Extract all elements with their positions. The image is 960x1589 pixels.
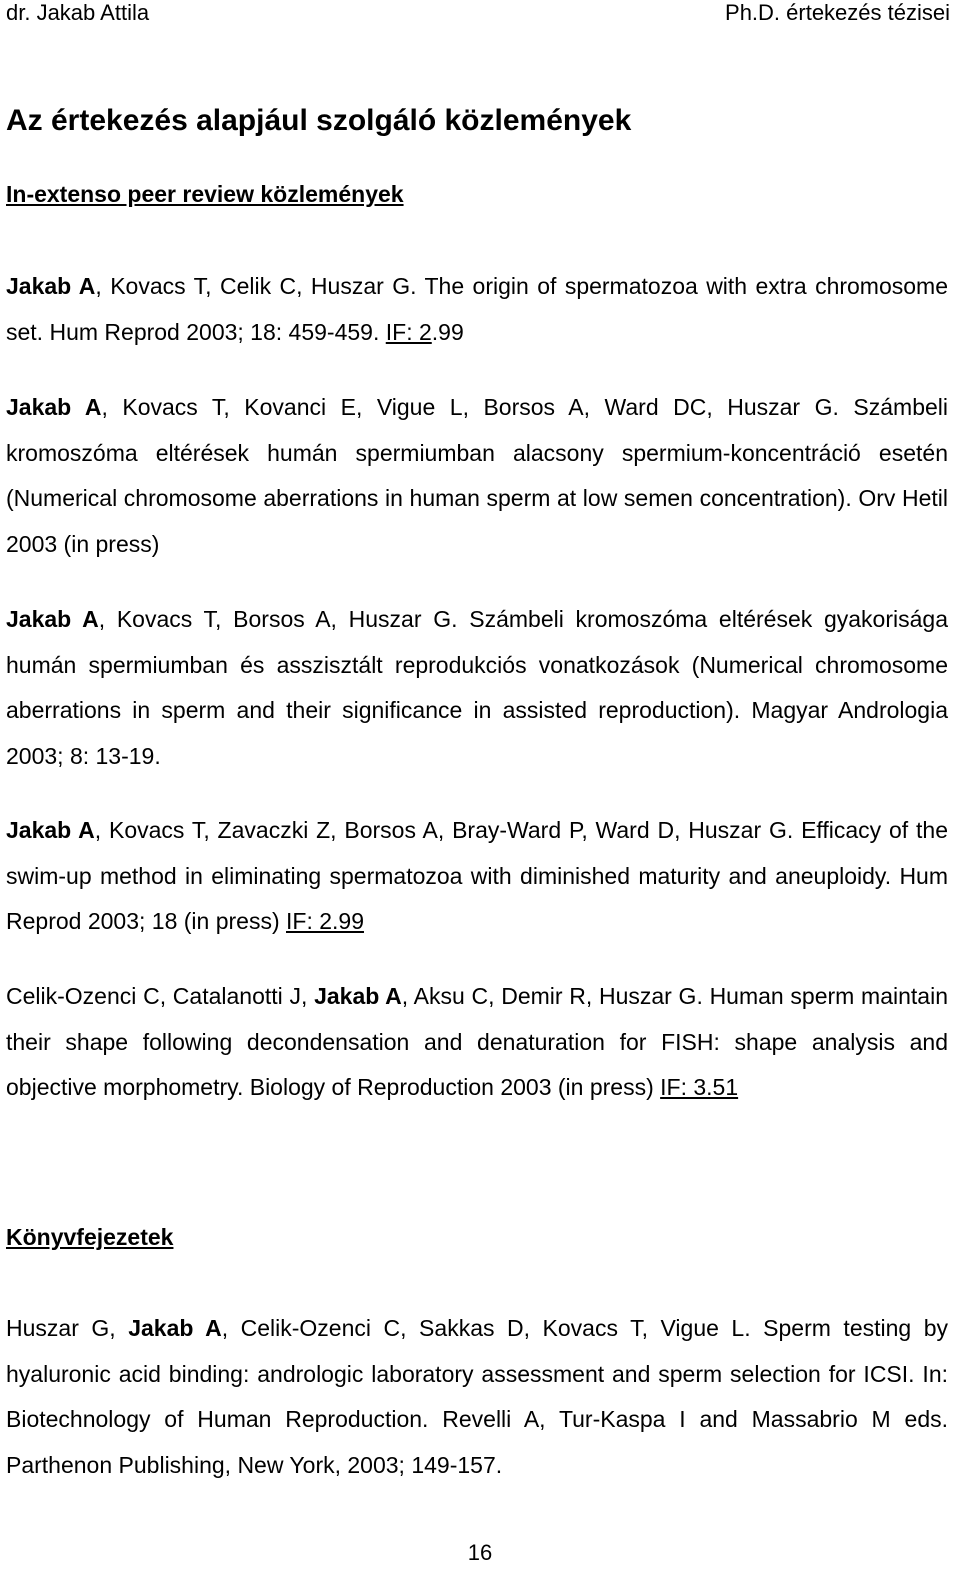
entry-text: Human sperm maintain their shape following decondensation and denaturation for FISH: shape analysis and objective morphometry. Biology of Reproduction 2003 (in press) [6, 983, 948, 1100]
entry-text: Sperm testing by hyaluronic acid binding: andrologic laboratory assessment and sperm selection for ICSI. In: Biotechnology of Human Reproduction. Revelli A, Tur-Kaspa I and Massabrio M eds. Parthenon Publishing, New York, 2003; 149-157. [6, 1315, 949, 1478]
page-title: Az értekezés alapjául szolgáló közlemények [6, 104, 632, 137]
entry-authors: , Kovacs T, Zavaczki Z, Borsos A, Bray-Ward P, Ward D, Huszar G. [94, 817, 794, 843]
entry-authors: , Celik-Ozenci C, Sakkas D, Kovacs T, Vigue L. [221, 1315, 751, 1341]
header-doc-type: Ph.D. értekezés tézisei [725, 0, 950, 25]
impact-factor-tail: .99 [431, 318, 464, 345]
publication-entry [6, 974, 948, 1111]
author-highlight: Jakab A [128, 1315, 222, 1341]
entry-authors: , Kovacs T, Celik C, Huszar G. [95, 273, 417, 299]
page-header [6, 0, 950, 30]
entry-text: Számbeli kromoszóma eltérések gyakorisága humán spermiumban és asszisztált reprodukciós vonatkozások (Numerical chromosome aberrations in sperm and their significance in assisted reproduction). Magyar Andrologia 2003; 8: 13-19. [6, 606, 948, 769]
author-highlight: Jakab A [6, 817, 95, 843]
author-highlight: Jakab A [314, 983, 402, 1009]
publication-entry [6, 264, 948, 355]
entry-text: Számbeli kromoszóma eltérések humán spermiumban alacsony spermium-koncentráció esetén (Numerical chromosome aberrations in human sperm at low semen concentration). Orv Hetil 2003 (in press) [6, 394, 948, 557]
publication-entry [6, 385, 948, 567]
publication-entry [6, 808, 948, 945]
header-author: dr. Jakab Attila [6, 0, 150, 25]
entry-authors: , Kovacs T, Borsos A, Huszar G. [98, 606, 458, 632]
entry-text: Efficacy of the swim-up method in eliminating spermatozoa with diminished maturity and aneuploidy. Hum Reprod 2003; 18 (in press) [6, 817, 948, 934]
impact-factor: IF: 2 [385, 318, 432, 345]
entry-authors: , Aksu C, Demir R, Huszar G. [401, 983, 703, 1009]
publication-entry [6, 1306, 948, 1488]
author-highlight: Jakab A [6, 394, 102, 420]
entry-authors: , Kovacs T, Kovanci E, Vigue L, Borsos A, Ward DC, Huszar G. [101, 394, 839, 420]
entry-text: The origin of spermatozoa with extra chromosome set. Hum Reprod 2003; 18: 459-459. [6, 273, 949, 345]
page-number: 16 [467, 1540, 493, 1565]
author-highlight: Jakab A [6, 606, 99, 632]
impact-factor: IF: 3.51 [660, 1074, 739, 1100]
section-heading-book-chapters: Könyvfejezetek [6, 1224, 174, 1250]
section-heading-peer-review: In-extenso peer review közlemények [6, 181, 404, 207]
publication-entry [6, 597, 948, 779]
author-highlight: Jakab A [6, 273, 96, 299]
entry-authors-pre: Huszar G, [6, 1315, 129, 1341]
entry-authors-pre: Celik-Ozenci C, Catalanotti J, [6, 983, 315, 1009]
impact-factor: IF: 2.99 [286, 908, 364, 934]
